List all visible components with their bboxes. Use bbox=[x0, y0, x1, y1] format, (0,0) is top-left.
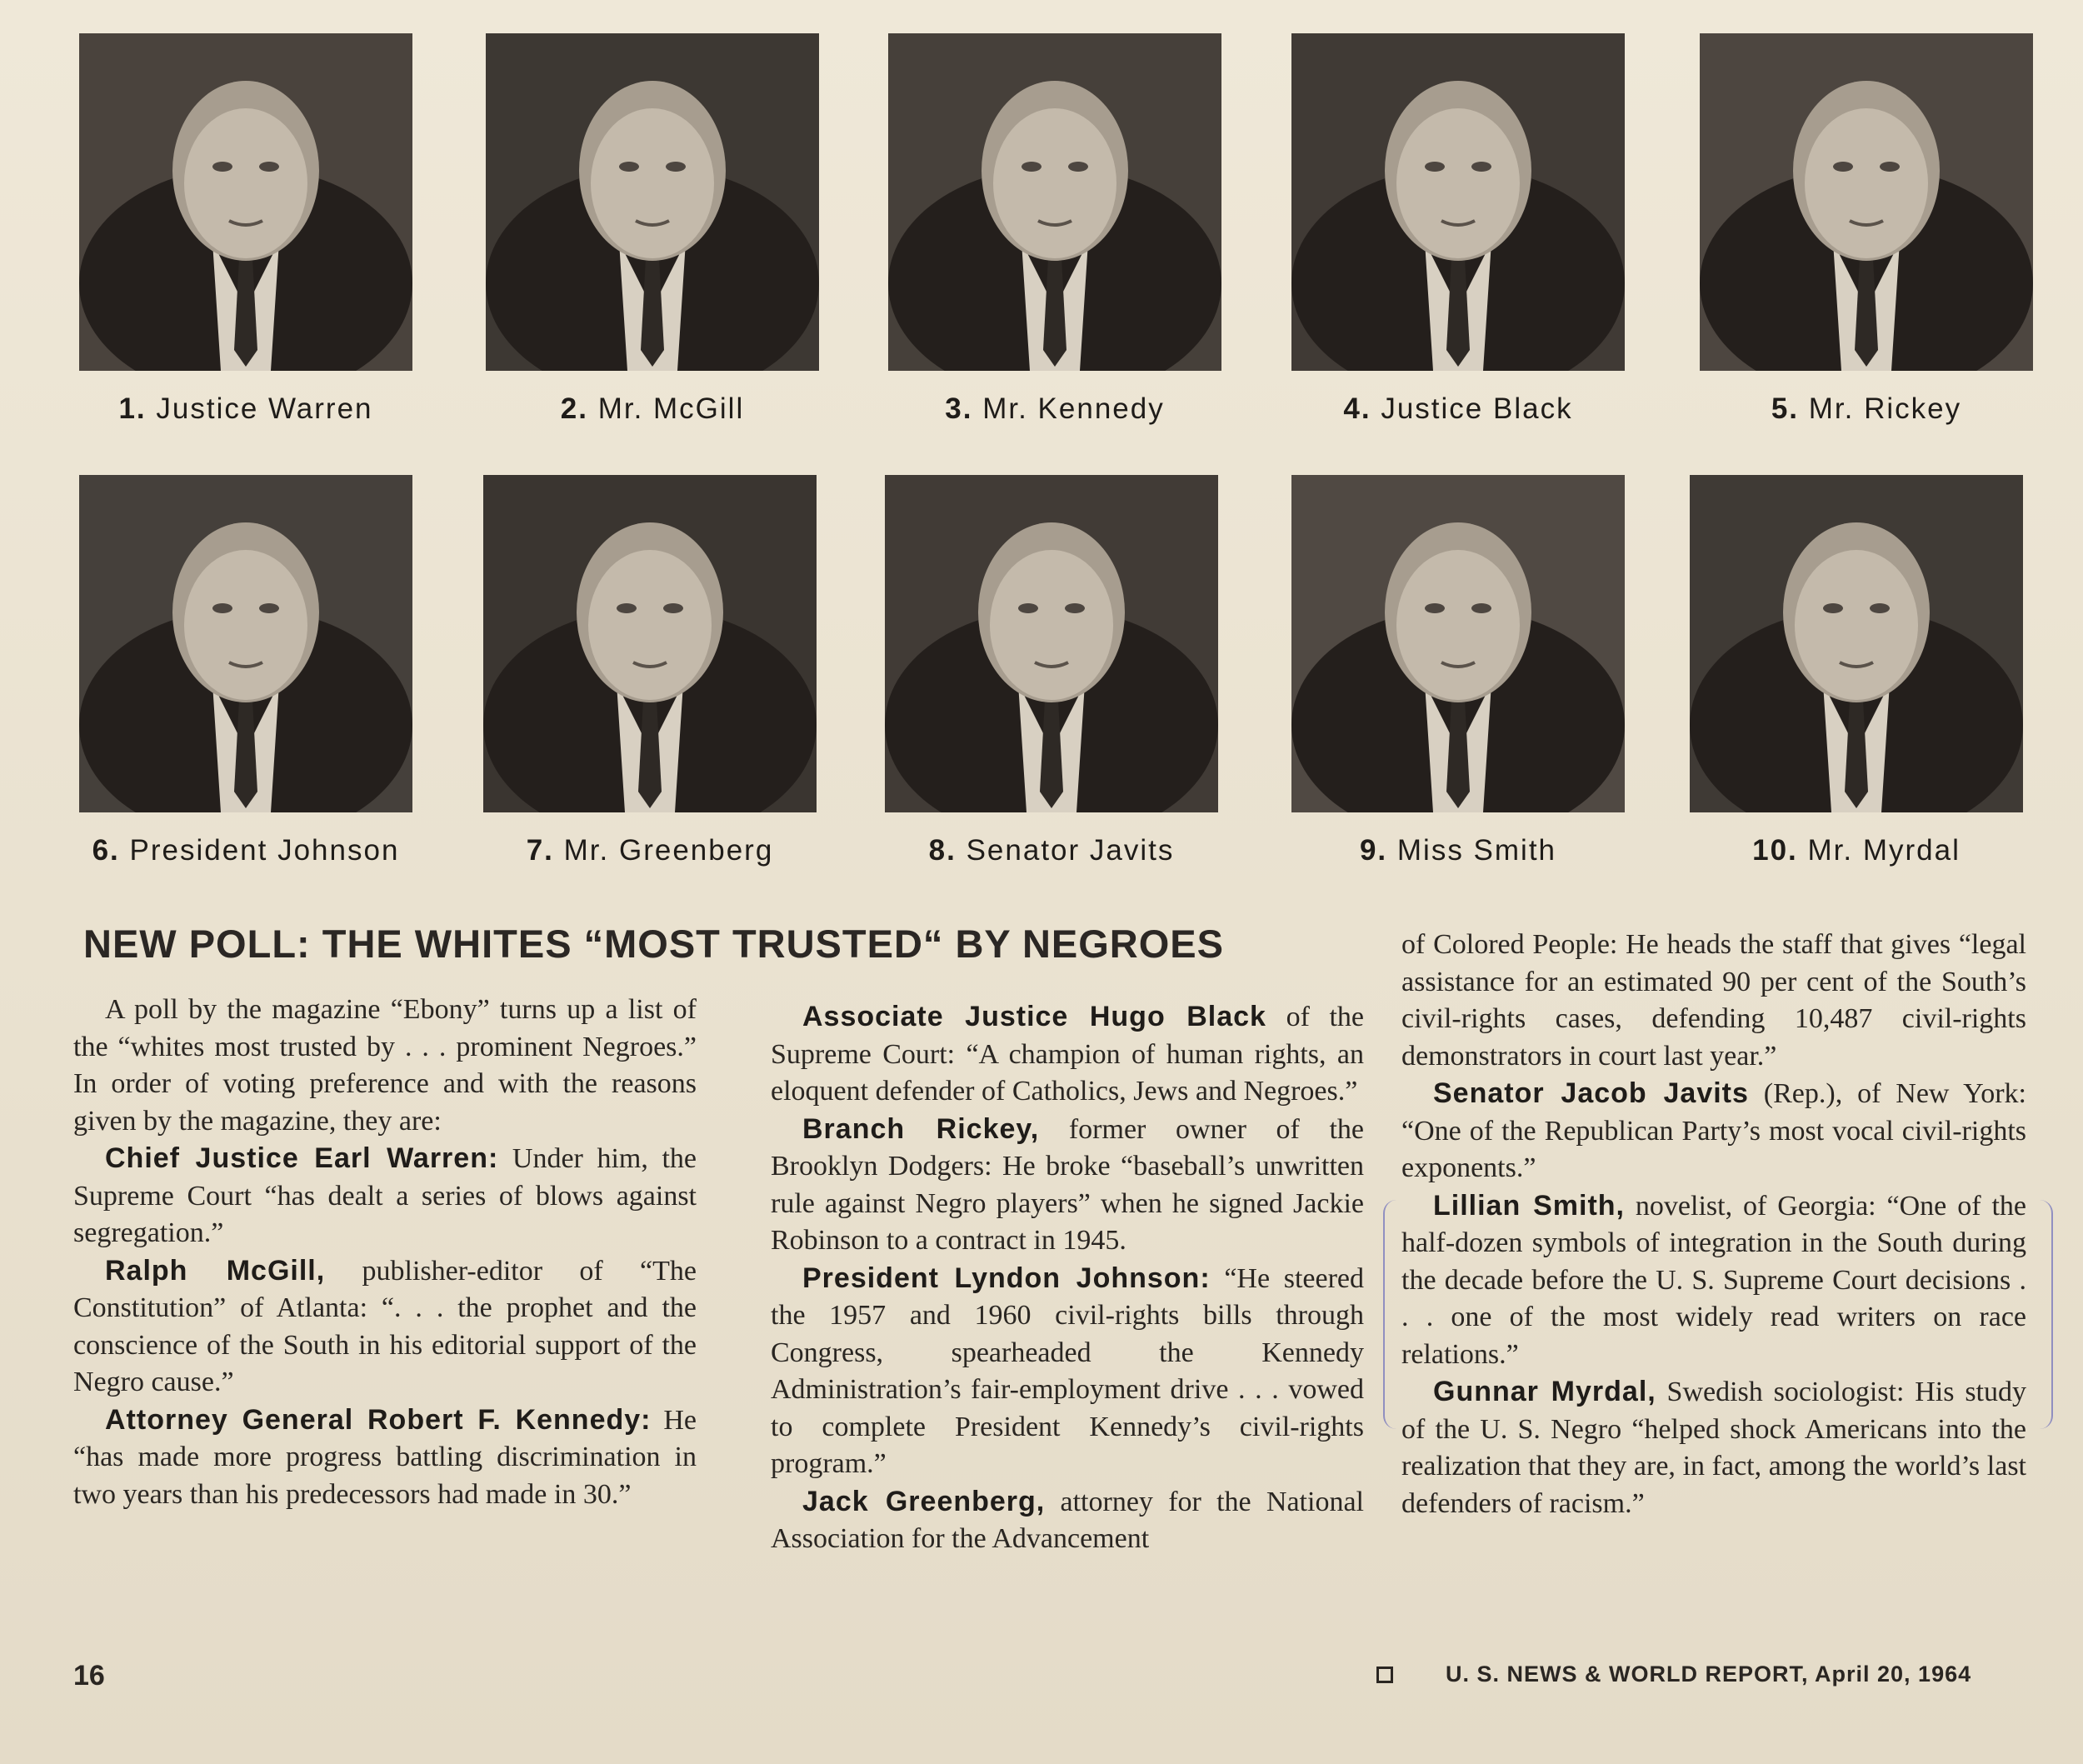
entry-name: Attorney General Robert F. Kennedy: bbox=[105, 1403, 652, 1436]
entry-name: Gunnar Myrdal, bbox=[1433, 1376, 1656, 1407]
portrait-silhouette bbox=[1291, 33, 1625, 371]
portrait-photo bbox=[79, 33, 412, 371]
entry-name: Associate Justice Hugo Black bbox=[802, 1001, 1266, 1032]
silhouette-shape bbox=[212, 603, 232, 613]
portrait-silhouette bbox=[1700, 33, 2033, 371]
silhouette-shape bbox=[1425, 603, 1445, 613]
portrait-photo bbox=[79, 475, 412, 812]
entry-text: Swedish sociologist: His study of the U. S. Negro “helped shock Americans into the realization that they are, in fact, among the world’s last defenders of racism.” bbox=[1401, 1377, 2026, 1519]
portrait-card bbox=[1690, 475, 2023, 867]
silhouette-shape bbox=[1396, 108, 1520, 258]
silhouette-shape bbox=[1018, 603, 1038, 613]
entry-javits bbox=[1401, 1075, 2026, 1187]
caption-number: 8. bbox=[928, 834, 957, 867]
silhouette-shape bbox=[184, 550, 307, 700]
portrait-silhouette bbox=[885, 475, 1218, 812]
portrait-photo bbox=[486, 33, 819, 371]
silhouette-shape bbox=[619, 162, 639, 172]
portrait-card bbox=[483, 475, 817, 867]
portrait-caption bbox=[888, 392, 1221, 426]
portrait-card bbox=[79, 33, 412, 426]
silhouette-shape bbox=[1880, 162, 1900, 172]
portrait-silhouette bbox=[1690, 475, 2023, 812]
entry-text: former owner of the Brooklyn Dodgers: He broke “baseball’s unwritten rule against Negro players” when he signed Jackie Robinson to a contract in 1945. bbox=[771, 1113, 1364, 1256]
silhouette-shape bbox=[1068, 162, 1088, 172]
entry-greenberg-continued: of Colored People: He heads the staff that gives “legal assistance for an estimated 90 per cent of the South’s civil-rights cases, defending 10,487 civil-rights demonstrators in court last year.” bbox=[1401, 929, 2026, 1072]
portrait-card bbox=[486, 33, 819, 426]
entry-name: Lillian Smith, bbox=[1433, 1189, 1625, 1222]
silhouette-shape bbox=[259, 162, 279, 172]
silhouette-shape bbox=[1833, 162, 1853, 172]
caption-name: Senator Javits bbox=[966, 834, 1175, 867]
portrait-caption bbox=[79, 392, 412, 426]
silhouette-shape bbox=[1396, 550, 1520, 700]
entry-text: “He steered the 1957 and 1960 civil-rights bills through Congress, spearheaded the Kennedy Administration’s fair-employment drive . . . vowed to complete President Kennedy’s civil-rights program.” bbox=[771, 1262, 1364, 1479]
caption-number: 5. bbox=[1771, 392, 1800, 425]
portrait-card bbox=[79, 475, 412, 867]
portrait-card bbox=[1700, 33, 2033, 426]
caption-name: Justice Black bbox=[1381, 392, 1573, 425]
entry-rickey bbox=[771, 1111, 1364, 1260]
entry-name: Jack Greenberg, bbox=[802, 1485, 1046, 1517]
portrait-caption bbox=[1291, 392, 1625, 426]
caption-name: Mr. Greenberg bbox=[563, 834, 774, 867]
portrait-caption bbox=[1690, 834, 2023, 867]
caption-number: 2. bbox=[560, 392, 588, 425]
portrait-caption bbox=[1700, 392, 2033, 426]
caption-name: Mr. Kennedy bbox=[982, 392, 1165, 425]
portrait-card bbox=[1291, 475, 1625, 867]
entry-name: Branch Rickey, bbox=[802, 1112, 1040, 1145]
portrait-silhouette bbox=[888, 33, 1221, 371]
caption-number: 3. bbox=[945, 392, 973, 425]
entry-text: novelist, of Georgia: “One of the half-dozen symbols of integration in the South during the decade before the U. S. Supreme Court decisions . . . one of the most widely read writers on race relations.” bbox=[1401, 1190, 2026, 1370]
silhouette-shape bbox=[1471, 603, 1491, 613]
entry-name: Chief Justice Earl Warren: bbox=[105, 1142, 499, 1174]
end-mark-box bbox=[1376, 1667, 1393, 1683]
intro-paragraph: A poll by the magazine “Ebony” turns up a list of the “whites most trusted by . . . prominent Negroes.” In order of voting preference and with the reasons given by the magazine, they are: bbox=[73, 994, 697, 1137]
caption-number: 9. bbox=[1359, 834, 1388, 867]
silhouette-shape bbox=[1425, 162, 1445, 172]
silhouette-shape bbox=[993, 108, 1116, 258]
page-number: 16 bbox=[73, 1660, 105, 1692]
silhouette-shape bbox=[663, 603, 683, 613]
silhouette-shape bbox=[591, 108, 714, 258]
silhouette-shape bbox=[1823, 603, 1843, 613]
entry-black bbox=[771, 998, 1364, 1111]
silhouette-shape bbox=[990, 550, 1113, 700]
portrait-photo bbox=[885, 475, 1218, 812]
entry-name: Senator Jacob Javits bbox=[1433, 1077, 1749, 1109]
portrait-card bbox=[885, 475, 1218, 867]
article-headline: NEW POLL: THE WHITES “MOST TRUSTED“ BY NEGROES bbox=[83, 922, 1224, 966]
entry-text: Under him, the Supreme Court “has dealt a series of blows against segregation.” bbox=[73, 1143, 697, 1248]
portrait-silhouette bbox=[79, 475, 412, 812]
article-column-1 bbox=[73, 992, 697, 1513]
portrait-silhouette bbox=[483, 475, 817, 812]
portrait-photo bbox=[1690, 475, 2023, 812]
portrait-card bbox=[888, 33, 1221, 426]
caption-number: 6. bbox=[92, 834, 120, 867]
caption-name: Mr. Rickey bbox=[1808, 392, 1962, 425]
caption-number: 7. bbox=[526, 834, 554, 867]
caption-name: Mr. Myrdal bbox=[1807, 834, 1961, 867]
caption-name: President Johnson bbox=[129, 834, 400, 867]
silhouette-shape bbox=[1870, 603, 1890, 613]
publication-credit: U. S. NEWS & WORLD REPORT, April 20, 1964 bbox=[1446, 1662, 1972, 1687]
silhouette-shape bbox=[1022, 162, 1042, 172]
entry-text: attorney for the National Association for the Advancement bbox=[771, 1486, 1364, 1554]
portrait-photo bbox=[1700, 33, 2033, 371]
portrait-card bbox=[1291, 33, 1625, 426]
caption-name: Mr. McGill bbox=[597, 392, 745, 425]
entry-mcgill bbox=[73, 1252, 697, 1402]
portrait-silhouette bbox=[1291, 475, 1625, 812]
portrait-photo bbox=[483, 475, 817, 812]
caption-number: 1. bbox=[118, 392, 147, 425]
entry-warren bbox=[73, 1140, 697, 1252]
caption-name: Justice Warren bbox=[156, 392, 373, 425]
silhouette-shape bbox=[1065, 603, 1085, 613]
entry-text: publisher-editor of “The Constitution” of Atlanta: “. . . the prophet and the conscience of the South in his editorial support of the Negro cause.” bbox=[73, 1255, 697, 1397]
silhouette-shape bbox=[666, 162, 686, 172]
silhouette-shape bbox=[259, 603, 279, 613]
entry-johnson bbox=[771, 1260, 1364, 1483]
portrait-caption bbox=[885, 834, 1218, 867]
entry-greenberg bbox=[771, 1483, 1364, 1558]
portrait-photo bbox=[1291, 33, 1625, 371]
portrait-photo bbox=[1291, 475, 1625, 812]
portrait-photo bbox=[888, 33, 1221, 371]
silhouette-shape bbox=[617, 603, 637, 613]
portrait-silhouette bbox=[486, 33, 819, 371]
silhouette-shape bbox=[588, 550, 712, 700]
caption-name: Miss Smith bbox=[1396, 834, 1557, 867]
article-column-2 bbox=[771, 998, 1364, 1558]
portrait-caption bbox=[1291, 834, 1625, 867]
caption-number: 4. bbox=[1343, 392, 1371, 425]
silhouette-shape bbox=[184, 108, 307, 258]
portrait-caption bbox=[483, 834, 817, 867]
portrait-caption bbox=[486, 392, 819, 426]
pen-bracket-mark bbox=[1383, 1200, 2053, 1429]
portrait-caption bbox=[79, 834, 412, 867]
entry-text: He “has made more progress battling discrimination in two years than his predecessors had made in 30.” bbox=[73, 1404, 697, 1510]
entry-kennedy bbox=[73, 1402, 697, 1514]
entry-text: of the Supreme Court: “A champion of human rights, an eloquent defender of Catholics, Jews and Negroes.” bbox=[771, 1002, 1364, 1107]
entry-text: (Rep.), of New York: “One of the Republican Party’s most vocal civil-rights exponents.” bbox=[1401, 1078, 2026, 1183]
entry-name: Ralph McGill, bbox=[105, 1254, 326, 1287]
portrait-silhouette bbox=[79, 33, 412, 371]
silhouette-shape bbox=[212, 162, 232, 172]
entry-name: President Lyndon Johnson: bbox=[802, 1262, 1211, 1294]
silhouette-shape bbox=[1471, 162, 1491, 172]
caption-number: 10. bbox=[1752, 834, 1798, 867]
silhouette-shape bbox=[1795, 550, 1918, 700]
silhouette-shape bbox=[1805, 108, 1928, 258]
